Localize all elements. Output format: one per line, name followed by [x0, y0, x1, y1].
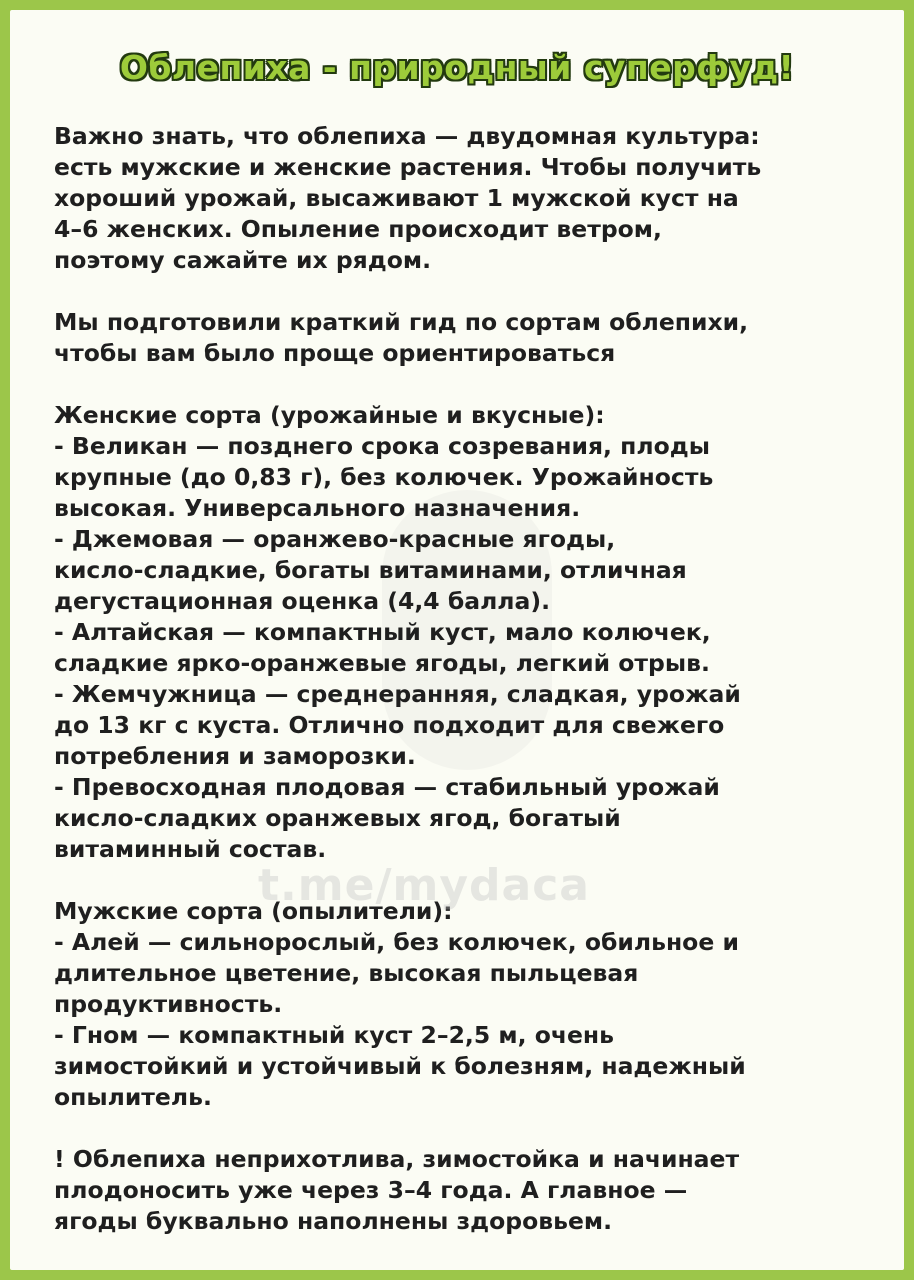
text-line: продуктивность.	[54, 990, 283, 1018]
watermark: t.me/mydaca	[258, 860, 590, 911]
text-line: дегустационная оценка (4,4 балла).	[54, 587, 551, 615]
text-line: Мы подготовили краткий гид по сортам облепихи,	[54, 308, 749, 336]
paragraph-gap	[54, 369, 874, 400]
text-line: опылитель.	[54, 1083, 212, 1111]
text-line: ! Облепиха неприхотлива, зимостойка и начинает	[54, 1145, 740, 1173]
text-line: Важно знать, что облепиха — двудомная культура:	[54, 122, 760, 150]
text-line: высокая. Универсального назначения.	[54, 494, 581, 522]
paragraph-gap	[54, 1113, 874, 1144]
text-line: поэтому сажайте их рядом.	[54, 246, 431, 274]
text-line: есть мужские и женские растения. Чтобы получить	[54, 153, 762, 181]
text-line: хороший урожай, высаживают 1 мужской куст на	[54, 184, 739, 212]
text-line: зимостойкий и устойчивый к болезням, надежный	[54, 1052, 746, 1080]
text-line: сладкие ярко-оранжевые ягоды, легкий отрыв.	[54, 649, 710, 677]
paragraph-gap	[54, 865, 874, 896]
text-line: потребления и заморозки.	[54, 742, 416, 770]
text-line: - Алей — сильнорослый, без колючек, обильное и	[54, 928, 739, 956]
section-heading: Женские сорта (урожайные и вкусные):	[54, 401, 605, 429]
text-line: плодоносить уже через 3–4 года. А главное —	[54, 1176, 688, 1204]
paragraph-gap	[54, 276, 874, 307]
text-line: витаминный состав.	[54, 835, 327, 863]
text-line: чтобы вам было проще ориентироваться	[54, 339, 616, 367]
text-line: - Превосходная плодовая — стабильный урожай	[54, 773, 720, 801]
section-heading: Мужские сорта (опылители):	[54, 897, 453, 925]
text-line: ягоды буквально наполнены здоровьем.	[54, 1207, 613, 1235]
text-line: кисло-сладкие, богаты витаминами, отличная	[54, 556, 687, 584]
text-line: - Джемовая — оранжево-красные ягоды,	[54, 525, 616, 553]
content-card	[10, 10, 904, 1270]
text-line: крупные (до 0,83 г), без колючек. Урожайность	[54, 463, 714, 491]
text-line: - Гном — компактный куст 2–2,5 м, очень	[54, 1021, 615, 1049]
text-line: - Алтайская — компактный куст, мало колючек,	[54, 618, 711, 646]
text-line: до 13 кг с куста. Отлично подходит для свежего	[54, 711, 725, 739]
body-text	[54, 121, 874, 1237]
text-line: - Жемчужница — среднеранняя, сладкая, урожай	[54, 680, 741, 708]
text-line: кисло-сладких оранжевых ягод, богатый	[54, 804, 621, 832]
text-line: 4–6 женских. Опыление происходит ветром,	[54, 215, 662, 243]
text-line: - Великан — позднего срока созревания, плоды	[54, 432, 710, 460]
page-title: Облепиха - природный суперфуд!	[119, 48, 795, 87]
text-line: длительное цветение, высокая пыльцевая	[54, 959, 639, 987]
